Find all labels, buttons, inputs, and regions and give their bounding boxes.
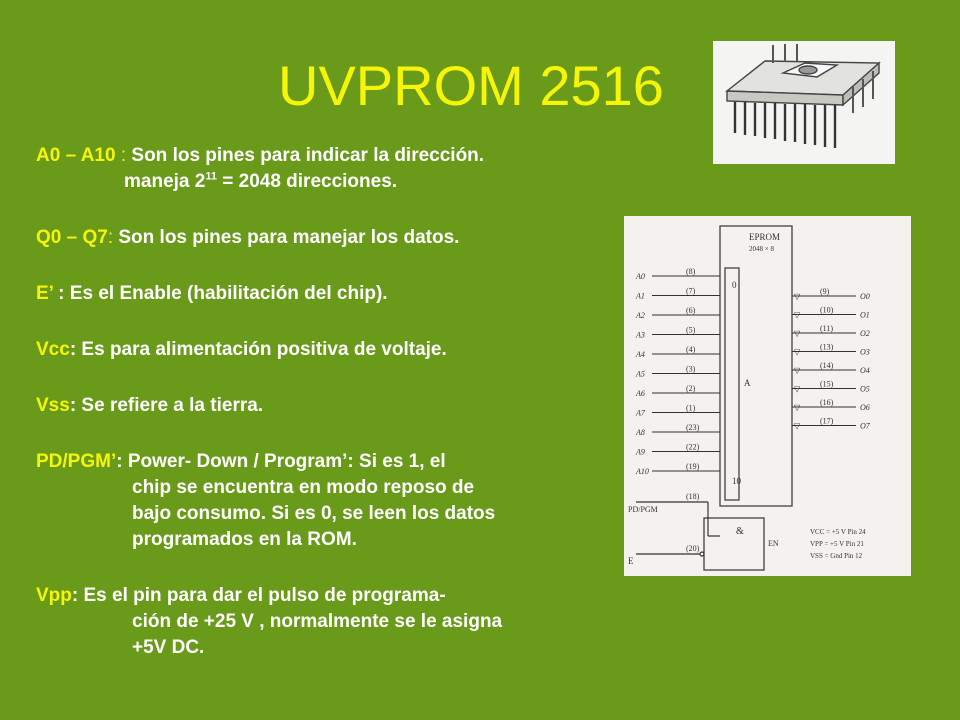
data-pin-driver-icon: ▽ bbox=[794, 310, 801, 320]
control-block bbox=[704, 518, 764, 570]
item-address-sep: : bbox=[115, 145, 127, 166]
item-enable-key: E’ bbox=[36, 283, 53, 304]
eprom-schematic-drawing bbox=[624, 216, 911, 576]
item-vpp-cont1: ción de +25 V , normalmente se le asigna bbox=[132, 611, 503, 632]
addr-pin-number: (7) bbox=[686, 286, 696, 296]
data-pin-label: O5 bbox=[860, 384, 870, 394]
addr-pin-number: (19) bbox=[686, 462, 700, 471]
e-label: E bbox=[628, 556, 634, 566]
addr-pin-number: (22) bbox=[686, 442, 700, 452]
item-vss bbox=[36, 393, 636, 419]
addr-pin-label: A3 bbox=[636, 330, 645, 340]
item-vss-sep: : bbox=[69, 395, 77, 416]
range-label: A bbox=[744, 378, 751, 388]
addr-pin-label: A7 bbox=[636, 408, 645, 418]
data-pin-number: (16) bbox=[820, 398, 834, 407]
addr-pin-label: A5 bbox=[636, 369, 645, 379]
data-pin-label: O3 bbox=[860, 347, 870, 357]
addr-count-prefix: maneja 2 bbox=[124, 171, 206, 192]
chip-size: 2048 × 8 bbox=[749, 245, 774, 253]
en-label: EN bbox=[768, 539, 779, 548]
range-top: 0 bbox=[732, 280, 737, 290]
item-address-cont bbox=[36, 169, 636, 195]
data-pin-number: (10) bbox=[820, 305, 834, 315]
item-pdpgm-key: PD/PGM’ bbox=[36, 451, 117, 472]
data-pin-number: (9) bbox=[820, 287, 830, 296]
item-vpp-sep: : bbox=[71, 585, 79, 606]
data-pin-label: O1 bbox=[860, 310, 870, 320]
item-vcc-sep: : bbox=[69, 339, 77, 360]
range-bottom: 10 bbox=[732, 476, 741, 486]
data-pin-number: (14) bbox=[820, 361, 834, 370]
addr-pin-number: (23) bbox=[686, 423, 700, 432]
addr-pin-number: (8) bbox=[686, 267, 696, 276]
addr-pin-label: A6 bbox=[636, 389, 645, 398]
item-vpp bbox=[36, 583, 636, 609]
and-label: & bbox=[736, 526, 744, 537]
data-pin-driver-icon: ▽ bbox=[794, 384, 801, 394]
pin-descriptions bbox=[36, 143, 636, 661]
data-pin-driver-icon: ▽ bbox=[794, 347, 801, 357]
item-enable bbox=[36, 281, 636, 307]
item-pdpgm-cont2: bajo consumo. Si es 0, se leen los datos bbox=[132, 503, 496, 524]
item-vpp-key: Vpp bbox=[36, 585, 72, 606]
data-pin-label: O0 bbox=[860, 292, 870, 301]
addr-count-exponent: 11 bbox=[205, 170, 217, 183]
item-vcc bbox=[36, 337, 636, 363]
addr-pin-label: A2 bbox=[636, 311, 645, 320]
item-enable-sep: : bbox=[52, 283, 65, 304]
data-pin-driver-icon: ▽ bbox=[794, 403, 801, 412]
data-pin-driver-icon: ▽ bbox=[794, 292, 801, 301]
slide-title: UVPROM 2516 bbox=[278, 54, 664, 117]
e-pin: (20) bbox=[686, 544, 700, 553]
data-pin-number: (17) bbox=[820, 416, 834, 426]
item-address bbox=[36, 143, 636, 169]
data-pin-driver-icon: ▽ bbox=[794, 421, 801, 431]
item-vpp-text: Es el pin para dar el pulso de programa- bbox=[78, 585, 446, 606]
addr-pin-number: (2) bbox=[686, 384, 696, 393]
power-vss: VSS = Gnd Pin 12 bbox=[810, 552, 863, 560]
data-pin-number: (13) bbox=[820, 342, 834, 352]
item-address-text: Son los pines para indicar la dirección. bbox=[126, 145, 485, 166]
addr-pin-number: (3) bbox=[686, 364, 696, 374]
addr-pin-label: A1 bbox=[636, 291, 645, 301]
data-pin-number: (11) bbox=[820, 324, 834, 333]
addr-pin-label: A8 bbox=[636, 428, 645, 437]
addr-pin-label: A9 bbox=[636, 447, 645, 457]
addr-pin-number: (5) bbox=[686, 325, 696, 335]
item-pdpgm-sep: : bbox=[116, 451, 123, 472]
chip-illustration bbox=[713, 41, 895, 164]
addr-pin-label: A10 bbox=[636, 467, 649, 476]
item-vss-text: Se refiere a la tierra. bbox=[76, 395, 264, 416]
pgm-label: PD/PGM bbox=[628, 505, 658, 514]
data-pin-label: O2 bbox=[860, 329, 870, 338]
item-pdpgm-text: Power- Down / Program’: Si es 1, el bbox=[122, 451, 446, 472]
chip-label: EPROM bbox=[749, 232, 781, 242]
data-pin-label: O7 bbox=[860, 421, 870, 431]
data-pin-number: (15) bbox=[820, 379, 834, 389]
address-block bbox=[725, 268, 739, 500]
data-pin-driver-icon: ▽ bbox=[794, 329, 801, 338]
data-pin-label: O6 bbox=[860, 403, 870, 412]
addr-pin-number: (1) bbox=[686, 403, 696, 413]
item-data-key: Q0 – Q7 bbox=[36, 227, 108, 248]
addr-pin-label: A4 bbox=[636, 350, 645, 359]
data-pin-driver-icon: ▽ bbox=[794, 366, 801, 375]
data-pin-label: O4 bbox=[860, 366, 870, 375]
item-pdpgm-cont1: chip se encuentra en modo reposo de bbox=[132, 477, 475, 498]
item-pdpgm-cont3: programados en la ROM. bbox=[132, 529, 357, 550]
addr-pin-label: A0 bbox=[636, 272, 645, 281]
addr-pin-number: (4) bbox=[686, 345, 696, 354]
item-enable-text: Es el Enable (habilitación del chip). bbox=[64, 283, 388, 304]
power-vcc: VCC = +5 V Pin 24 bbox=[810, 528, 866, 536]
eprom-schematic bbox=[624, 216, 911, 576]
item-data-text: Son los pines para manejar los datos. bbox=[113, 227, 460, 248]
item-vpp-cont2: +5V DC. bbox=[132, 637, 205, 658]
item-vcc-text: Es para alimentación positiva de voltaje. bbox=[76, 339, 447, 360]
item-address-key: A0 – A10 bbox=[36, 145, 116, 166]
pgm-pin: (18) bbox=[686, 492, 700, 501]
item-data-sep: : bbox=[107, 227, 114, 248]
item-vcc-key: Vcc bbox=[36, 339, 70, 360]
addr-pin-number: (6) bbox=[686, 306, 696, 315]
item-vss-key: Vss bbox=[36, 395, 70, 416]
power-vpp: VPP = +5 V Pin 21 bbox=[810, 540, 864, 548]
item-pdpgm bbox=[36, 449, 636, 475]
addr-count-suffix: = 2048 direcciones. bbox=[216, 171, 398, 192]
chip-photo bbox=[713, 41, 895, 164]
item-data bbox=[36, 225, 636, 251]
